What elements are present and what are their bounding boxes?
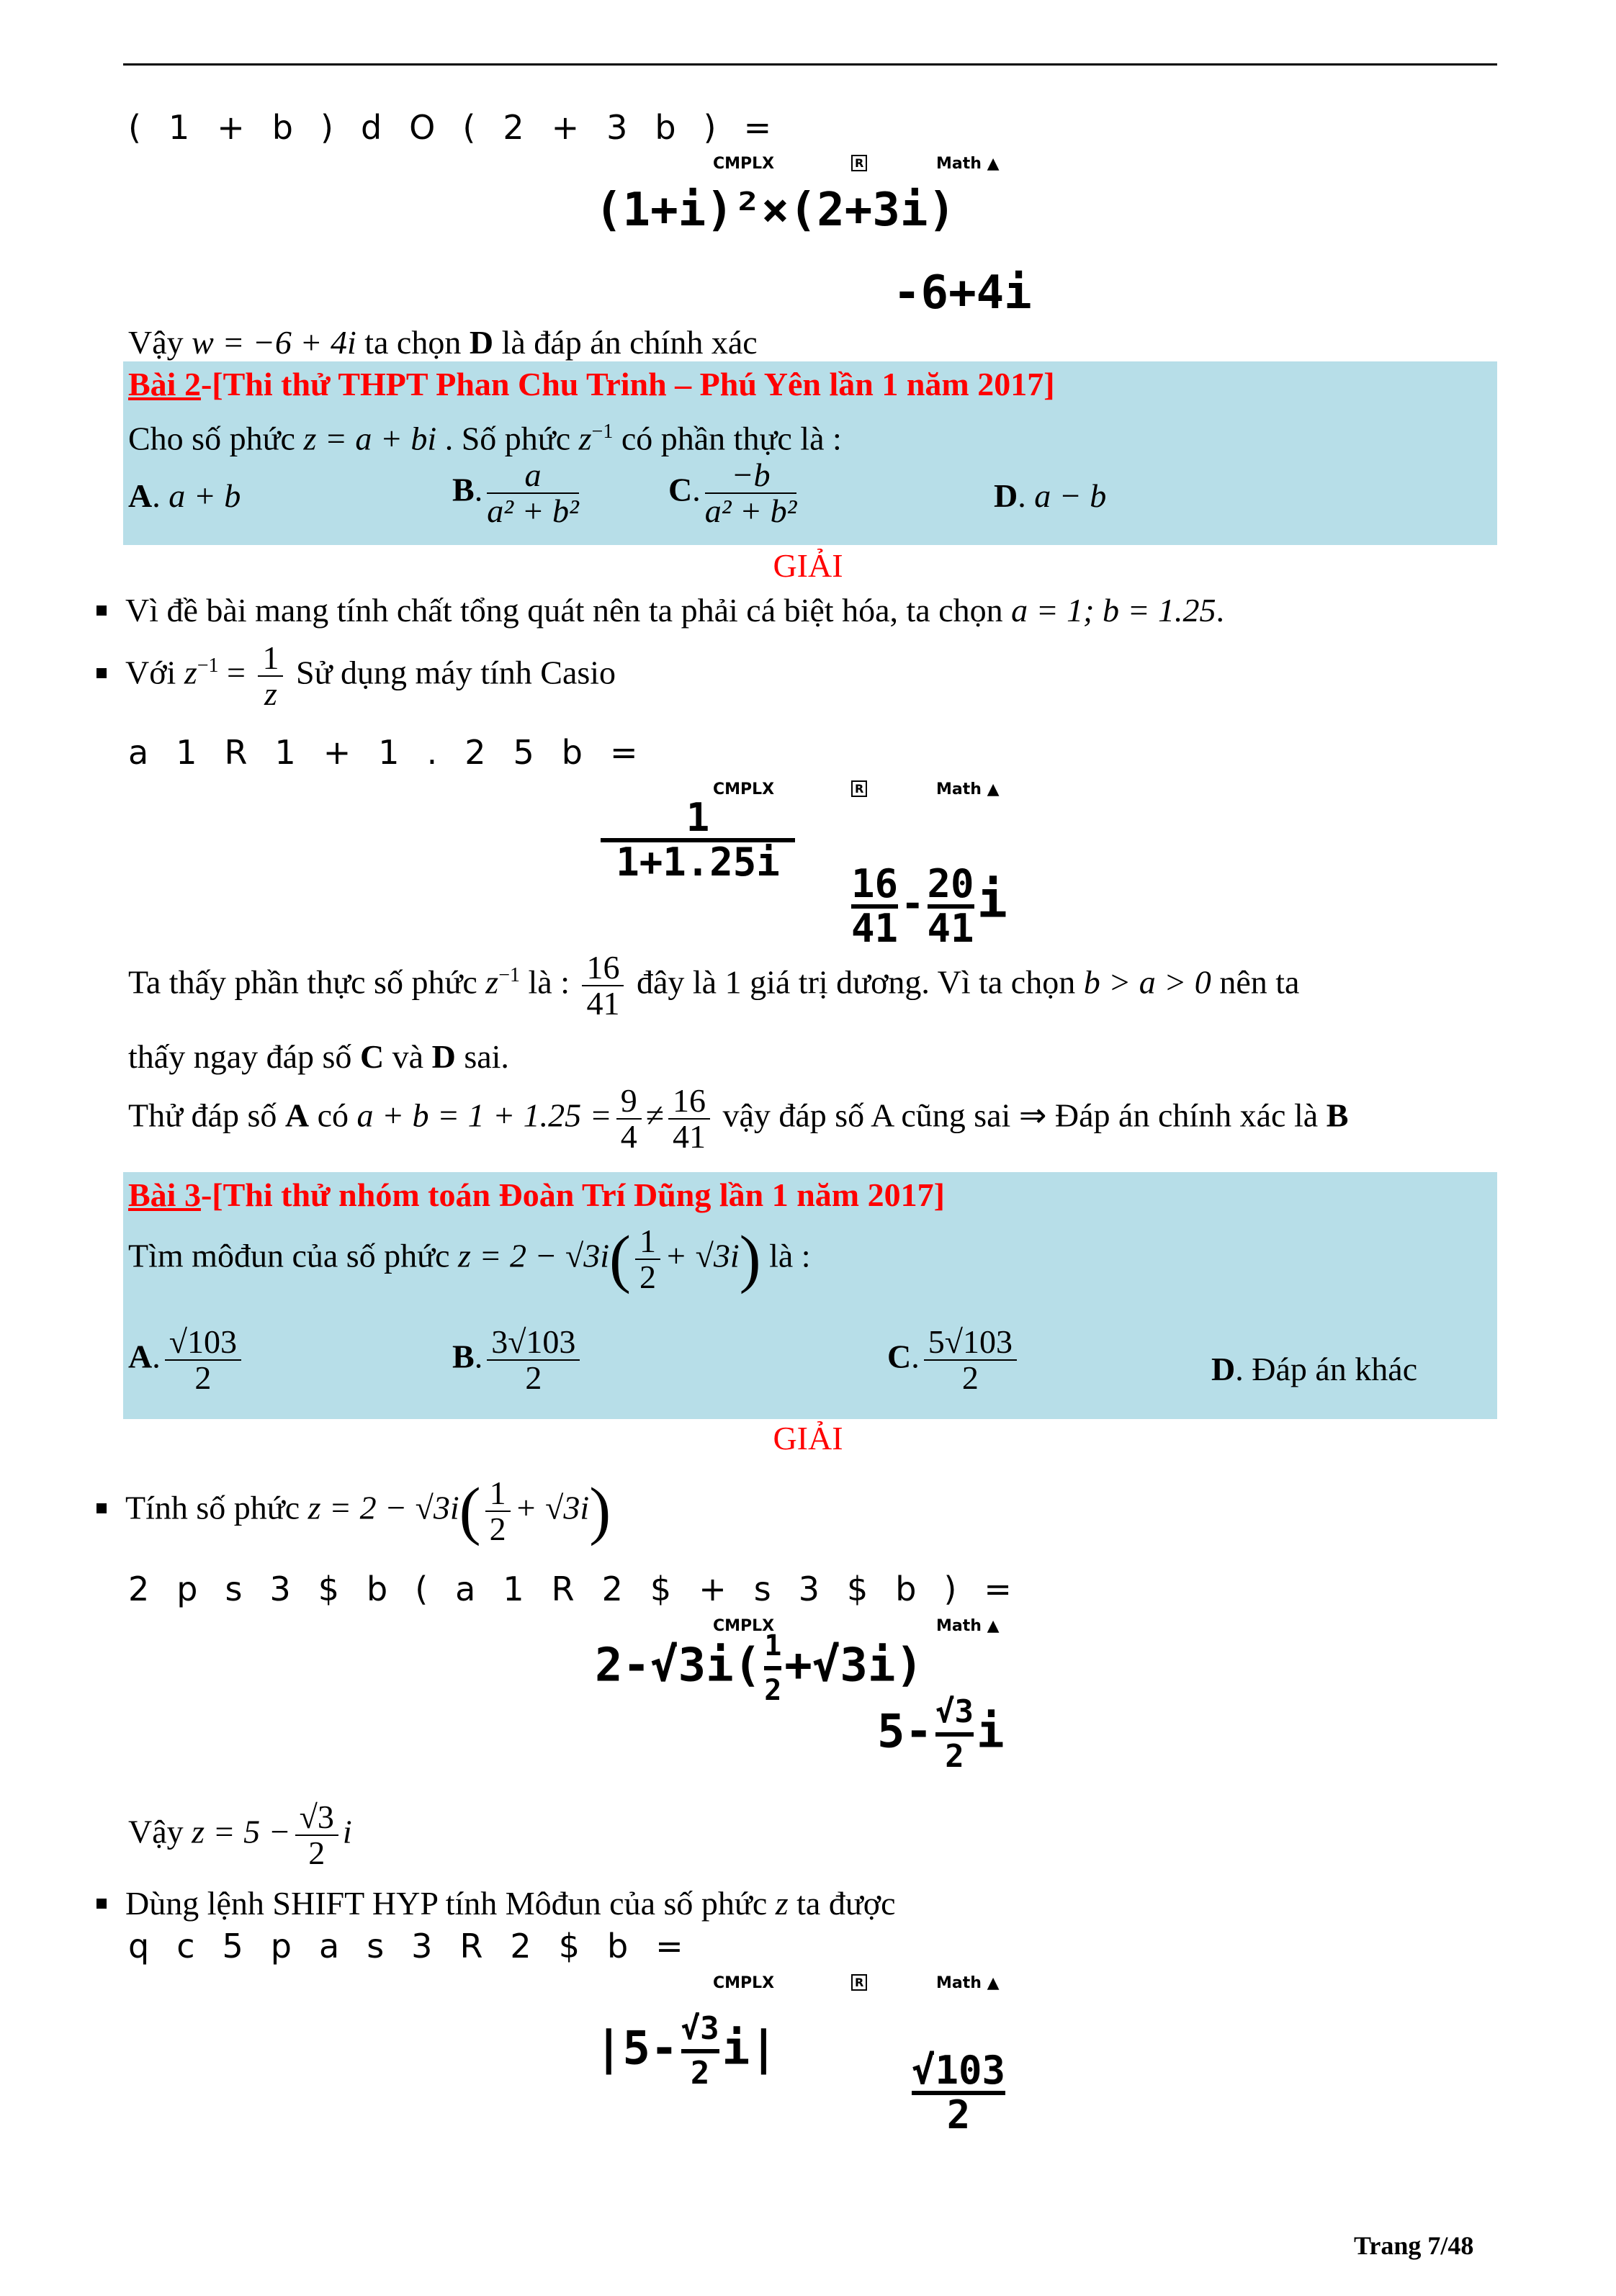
bai2-option-a: A. a + b: [128, 477, 241, 514]
bai3-question: Tìm môđun của số phức z = 2 − √3i( $\frac{1}{2}$ + √3i) là :: [128, 1223, 811, 1295]
calc-screen-expression-3: 2-√3i( $\frac{1}{2}$ +√3i): [595, 1626, 923, 1711]
calc-keystrokes-4: q c 5 p a s 3 R 2 $ b =: [128, 1927, 683, 1966]
bai2-option-b: B. $\frac{a}{\text{a² + b²}}$: [452, 456, 579, 529]
bai2-question: Cho số phức z = a + bi . Số phức $z^{-1}$ có phần thực là :: [128, 420, 842, 457]
calc-indicator-cmplx-4: CMPLX: [713, 1974, 775, 1992]
calc-screen-expression-1: (1+i)²×(2+3i): [595, 184, 956, 237]
bai2-observation-line2: thấy ngay đáp số C và D sai.: [128, 1038, 509, 1075]
calc-indicator-cmplx-2: CMPLX: [713, 780, 775, 798]
calc-indicator-r: R: [851, 155, 867, 171]
bai2-observation: Ta thấy phần thực số phức $z^{-1}$ là : $\frac{16}{41}$ đây là 1 giá trị dương. Vì ta chọn b > a > 0 nên ta: [128, 949, 1300, 1022]
calc-screen-result-2: $\frac{16}{41}$ - $\frac{20}{41}$ i: [851, 861, 1007, 951]
bai2-giai-heading: GIẢI: [773, 547, 843, 584]
calc-indicator-r-2: R: [851, 780, 867, 797]
bai2-option-c: C. $\frac{-b}{\text{a² + b²}}$: [668, 456, 797, 529]
calc-indicator-math-2: Math ▲: [936, 780, 1000, 798]
bai3-option-a: A. $\frac{√103}{2}$: [128, 1325, 246, 1395]
calc-screen-result-1: -6+4i: [893, 266, 1032, 320]
bai3-result-z: Vậy z = 5 − $\frac{√3}{2}$ i: [128, 1798, 352, 1871]
bai2-step1: Vì đề bài mang tính chất tổng quát nên ta phải cá biệt hóa, ta chọn a = 1; b = 1.25.: [96, 590, 1224, 631]
calc-screen-result-3: 5- $\frac{√3}{2}$ i: [877, 1693, 1005, 1775]
bai2-step2: Với $z^{-1}$ = $\frac{1}{z}$ Sử dụng máy tính Casio: [96, 641, 616, 711]
bai3-heading: Bài 3-[Thi thử nhóm toán Đoàn Trí Dũng lần 1 năm 2017]: [128, 1176, 945, 1213]
bai2-heading: Bài 2-[Thi thử THPT Phan Chu Trinh – Phú Yên lần 1 năm 2017]: [128, 366, 1055, 402]
header-rule: [123, 63, 1497, 66]
conclusion-1: Vậy w = −6 + 4i ta chọn D là đáp án chính xác: [128, 324, 758, 361]
calc-indicator-cmplx-3: CMPLX: [713, 1617, 775, 1635]
bai2-test-answer: Thử đáp số A có a + b = 1 + 1.25 = $\frac{9}{4}$ ≠ $\frac{16}{41}$ vậy đáp số A cũng sai ⇒ Đáp án chính xác là B: [128, 1082, 1349, 1155]
bai3-giai-heading: GIẢI: [773, 1420, 843, 1457]
bai3-option-c: C. $\frac{5√103}{2}$: [887, 1325, 1021, 1395]
bai3-step2: Dùng lệnh SHIFT HYP tính Môđun của số phức z ta được: [96, 1883, 896, 1924]
calc-indicator-r-4: R: [851, 1974, 867, 1991]
calc-indicator-math-3: Math ▲: [936, 1617, 1000, 1635]
calc-indicator-cmplx: CMPLX: [713, 155, 775, 173]
calc-indicator-math-4: Math ▲: [936, 1974, 1000, 1992]
calc-screen-result-4: $\frac{√103}{2}$: [912, 2048, 1006, 2138]
page-number: Trang 7/48: [1354, 2231, 1474, 2260]
bai3-option-b: B. $\frac{3√103}{2}$: [452, 1325, 584, 1395]
calc-keystrokes-1: ( 1 + b ) d O ( 2 + 3 b ) =: [128, 108, 772, 147]
calc-screen-expression-2: $\frac{1}{1+1.25i}$: [598, 798, 798, 883]
bai3-step1: Tính số phức z = 2 − √3i( $\frac{1}{2}$ + √3i): [96, 1476, 611, 1547]
bai3-option-d: D. Đáp án khác: [1211, 1351, 1418, 1387]
calc-screen-expression-4: |5- $\frac{√3}{2}$ i|: [595, 2010, 778, 2092]
calc-keystrokes-2: a 1 R 1 + 1 . 2 5 b =: [128, 733, 638, 772]
calc-keystrokes-3: 2 p s 3 $ b ( a 1 R 2 $ + s 3 $ b ) =: [128, 1570, 1012, 1608]
bai2-option-d: D. a − b: [994, 477, 1107, 514]
calc-indicator-math: Math ▲: [936, 155, 1000, 173]
